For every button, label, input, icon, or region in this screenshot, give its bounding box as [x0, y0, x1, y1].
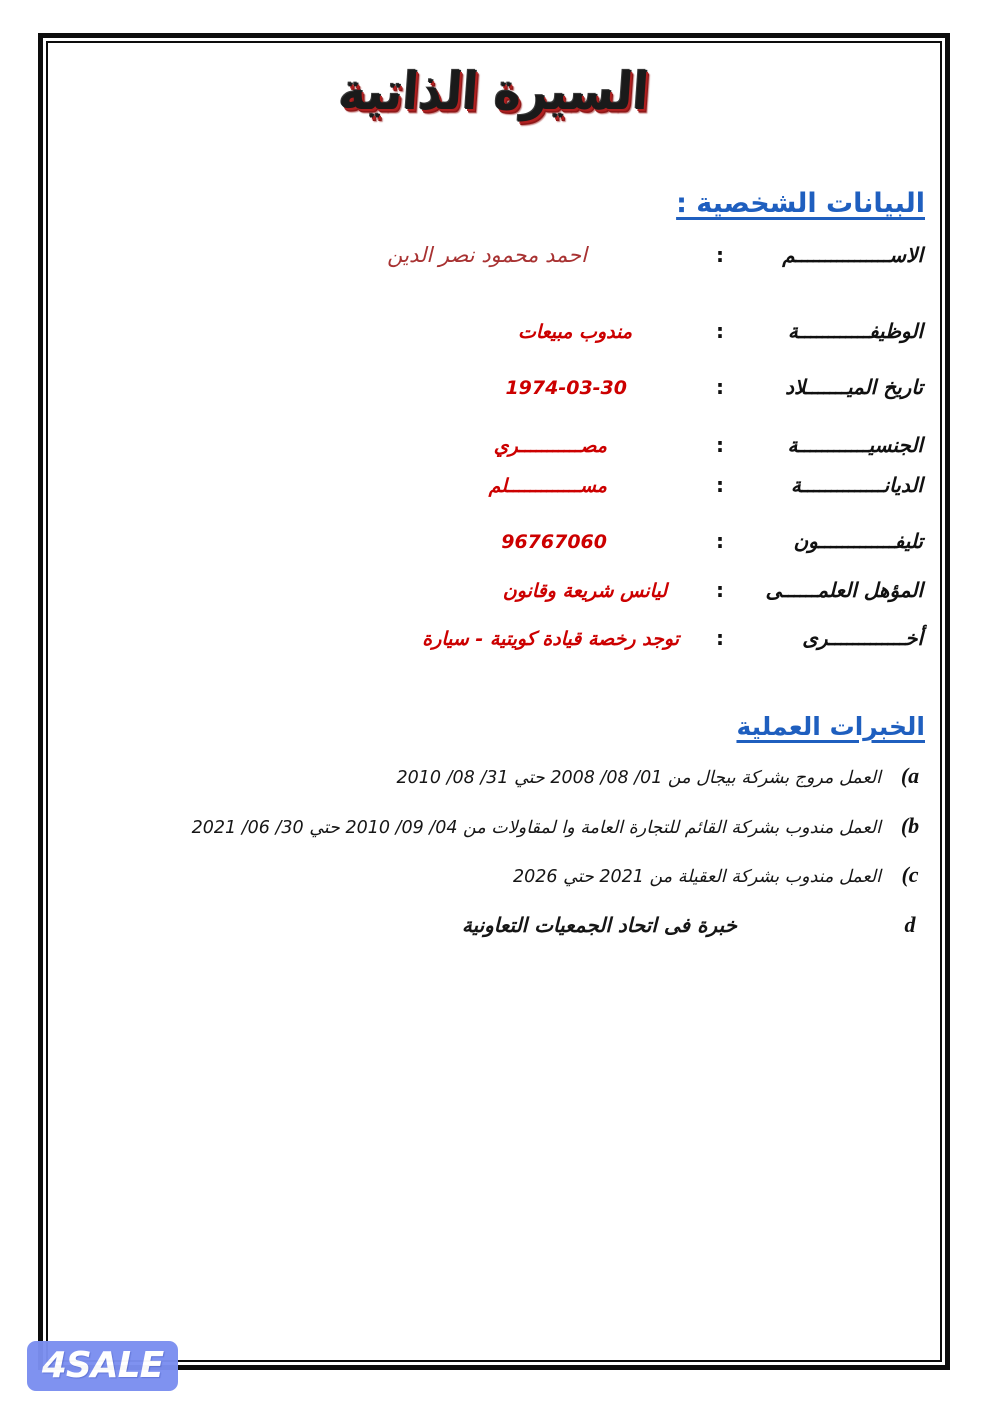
- value-birth-date: 1974-03-30: [505, 377, 627, 399]
- document-title-area: [55, 50, 933, 160]
- list-marker-a: (a: [900, 763, 920, 788]
- colon-name: :: [716, 243, 724, 267]
- personal-data-rows: [55, 243, 933, 650]
- label-religion: الديانــــــــــــــة: [790, 473, 923, 497]
- label-nationality: الجنسيــــــــــــة: [787, 433, 923, 457]
- list-item: [55, 763, 933, 791]
- list-marker-b: (b: [900, 812, 920, 838]
- label-job-title: الوظيفــــــــــــة: [787, 319, 923, 343]
- label-other: أخـــــــــــــرى: [802, 626, 923, 650]
- label-qualification: المؤهل العلمــــــى: [765, 578, 923, 602]
- value-name: احمد محمود نصر الدين: [387, 243, 587, 267]
- colon-qualification: :: [716, 578, 724, 602]
- document-title-wordart: السيرة الذاتية: [337, 60, 651, 122]
- info-row-phone: [59, 529, 933, 553]
- value-job-title: مندوب مبيعات: [517, 321, 632, 343]
- colon-religion: :: [716, 473, 724, 497]
- value-religion: مســـــــــــــلم: [488, 475, 607, 497]
- label-birth-date: تاريخ الميـــــــلاد: [785, 375, 923, 399]
- info-row-birth-date: [59, 375, 933, 399]
- personal-data-heading: البيانات الشخصية :: [676, 188, 925, 219]
- colon-nationality: :: [716, 433, 724, 457]
- list-marker-d: d: [904, 911, 916, 937]
- list-item: [55, 813, 933, 841]
- work-experience-heading: الخبرات العملية: [736, 712, 925, 741]
- list-marker-c: (c: [901, 862, 919, 888]
- list-item-text-c: العمل مندوب بشركة العقيلة من 2021 حتي 2026: [513, 867, 881, 888]
- watermark-logo-4sale: [27, 1341, 178, 1391]
- value-phone: 96767060: [501, 531, 607, 553]
- info-row-name: [59, 243, 933, 267]
- colon-job-title: :: [716, 319, 724, 343]
- list-item: [55, 862, 933, 890]
- label-phone: تليفـــــــــــــون: [793, 529, 923, 553]
- list-item-text-b: العمل مندوب بشركة القائم للتجارة العامة وا لمقاولات من 04/ 09/ 2010 حتي 30/ 06/ 2021: [191, 817, 881, 838]
- info-row-nationality: [59, 433, 933, 457]
- personal-data-section: [55, 188, 933, 650]
- cv-content: [55, 50, 933, 1353]
- work-experience-section: [55, 712, 933, 939]
- info-row-other: [59, 626, 933, 650]
- work-experience-list: [55, 763, 933, 939]
- label-name: الاســــــــــــــــم: [782, 243, 923, 267]
- list-item-text-d: خبرة فى اتحاد الجمعيات التعاونية: [461, 912, 737, 937]
- colon-other: :: [716, 626, 724, 650]
- value-qualification: ليانس شريعة وقانون: [502, 580, 667, 602]
- info-row-qualification: [59, 578, 933, 602]
- info-row-job-title: [59, 319, 933, 343]
- list-item-text-a: العمل مروج بشركة بيجال من 01/ 08/ 2008 حتي 31/ 08/ 2010: [396, 768, 881, 788]
- value-nationality: مصـــــــــــري: [493, 435, 607, 457]
- colon-birth-date: :: [716, 375, 724, 399]
- info-row-religion: [59, 473, 933, 497]
- list-item: [55, 912, 933, 939]
- watermark-logo-text: 4SALE: [41, 1345, 164, 1386]
- value-other: توجد رخصة قيادة كويتية - سيارة: [422, 628, 679, 650]
- colon-phone: :: [716, 529, 724, 553]
